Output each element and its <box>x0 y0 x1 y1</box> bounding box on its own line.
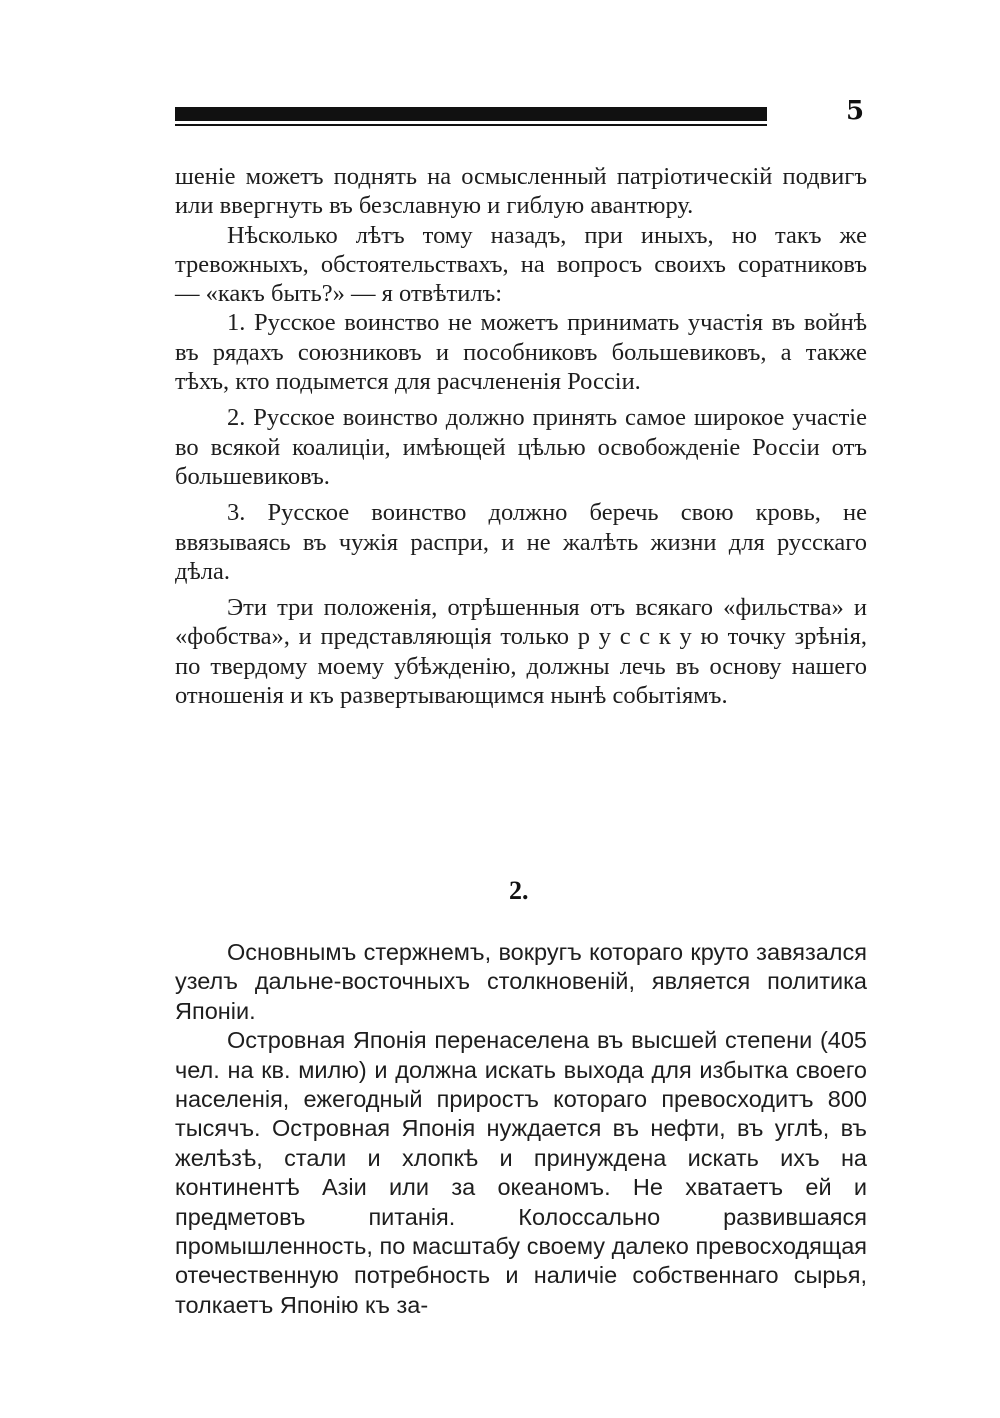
paragraph-point-1: 1. Русское воинство не можетъ принимать участія въ войнѣ въ рядахъ союзниковъ и пособниковъ большевиковъ, а также тѣхъ, кто подымется для расчлененія Россіи. <box>175 309 867 396</box>
paragraph-japan-policy: Основнымъ стержнемъ, вокругъ котораго круто завязался узелъ дальне-восточныхъ столкновеній, является политика Японіи. <box>175 939 867 1024</box>
section-1-text <box>175 162 867 710</box>
paragraph-continuation: шеніе можетъ поднять на осмысленный патріотическій подвигъ или ввергнуть въ безславную и гиблую авантюру. <box>175 163 867 220</box>
section-number: 2. <box>509 876 529 905</box>
page-number: 5 <box>846 96 865 126</box>
section-2-text <box>175 938 867 1320</box>
paragraph-japan-overpopulation: Островная Японія перенаселена въ высшей степени (405 чел. на кв. милю) и должна искать выхода для избытка своего населенія, ежегодный приростъ котораго превосходитъ 800 тысячъ. Островная Японія нуждается въ нефти, въ углѣ, въ желѣзѣ, стали и хлопкѣ и принуждена искать ихъ на континентѣ Азіи или за океаномъ. Не хватаетъ ей и предметовъ питанія. Колоссально развившаяся промышленность, по масштабу своему далеко превосходящая отечественную потребность и наличіе собственнаго сырья, толкаетъ Японію къ за- <box>175 1027 867 1318</box>
paragraph-point-3: 3. Русское воинство должно беречь свою кровь, не ввязываясь въ чужія распри, и не жалѣть жизни для русскаго дѣла. <box>175 499 867 585</box>
header-rule <box>175 107 767 121</box>
paragraph-point-2: 2. Русское воинство должно принять самое широкое участіе во всякой коалиціи, имѣющей цѣлью освобожденіе Россіи отъ большевиковъ. <box>175 404 867 490</box>
paragraph-intro: Нѣсколько лѣтъ тому назадъ, при иныхъ, но такъ же тревожныхъ, обстоятельствахъ, на вопросъ своихъ соратниковъ — «какъ быть?» — я отвѣтилъ: <box>175 221 867 308</box>
header-rule-thin <box>175 124 767 126</box>
paragraph-conclusion: Эти три положенія, отрѣшенныя отъ всякаго «фильства» и «фобства», и представляющія только р у с с к у ю точку зрѣнія, по твердому моему убѣжденію, должны лечь въ основу нашего отношенія и къ развертывающимся нынѣ событіямъ. <box>175 594 867 710</box>
